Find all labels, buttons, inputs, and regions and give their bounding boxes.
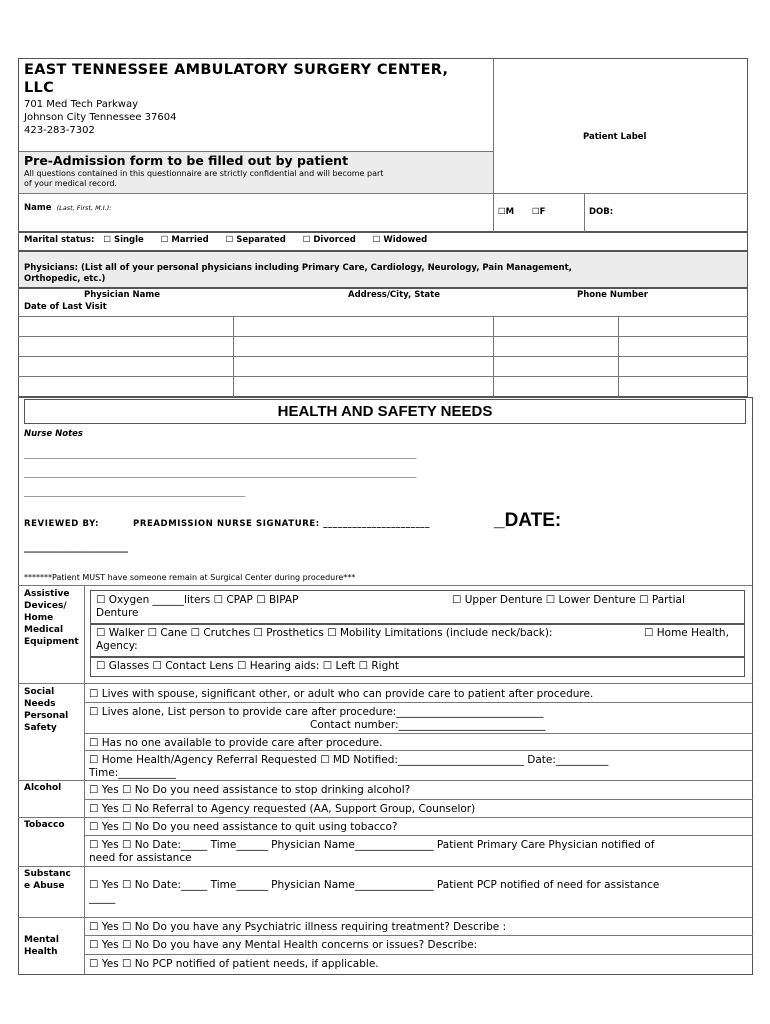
assistive-devices-label: Assistive Devices/ Home Medical Equipment <box>24 589 79 647</box>
org-name: EAST TENNESSEE AMBULATORY SURGERY CENTER, LLC <box>24 62 449 96</box>
col-phone: Phone Number <box>577 290 648 300</box>
marital-widowed-checkbox[interactable]: ☐ Widowed <box>372 235 428 245</box>
sex-m-checkbox[interactable]: ☐M <box>498 207 515 217</box>
home-health-option[interactable]: ☐ Home Health, <box>644 627 729 639</box>
col-address: Address/City, State <box>348 290 440 300</box>
marital-label: Marital status: <box>24 235 95 245</box>
physician-row[interactable] <box>19 317 747 335</box>
substance-date-time-physician-field[interactable]: ☐ Yes ☐ No Date:_____ Time______ Physician Name_______________ Patient PCP notified of need for assistance <box>89 879 660 891</box>
lives-with-option[interactable]: ☐ Lives with spouse, significant other, or adult who can provide care to patient after procedure. <box>89 688 594 700</box>
marital-single-checkbox[interactable]: ☐ Single <box>103 235 144 245</box>
alcohol-label: Alcohol <box>24 783 62 793</box>
mental-health-concerns-question[interactable]: ☐ Yes ☐ No Do you have any Mental Health concerns or issues? Describe: <box>89 939 478 951</box>
no-one-available-option[interactable]: ☐ Has no one available to provide care after procedure. <box>89 737 383 749</box>
tobacco-pcp-notified-question[interactable] <box>86 837 746 867</box>
home-health-referral-option[interactable] <box>86 752 746 782</box>
nurse-notes-line[interactable]: _______________________________________________________________ <box>24 488 245 497</box>
physician-row[interactable] <box>19 357 747 375</box>
physician-row[interactable] <box>19 337 747 355</box>
marital-separated-checkbox[interactable]: ☐ Separated <box>225 235 286 245</box>
substance-abuse-label: Substance Abuse <box>24 869 71 891</box>
name-label: Name <box>24 203 52 213</box>
marital-divorced-checkbox[interactable]: ☐ Divorced <box>302 235 356 245</box>
physician-row[interactable] <box>19 377 747 396</box>
name-field[interactable] <box>24 195 484 225</box>
mental-health-label: Mental Health <box>24 935 59 957</box>
agency-field[interactable]: Agency: <box>96 640 138 652</box>
social-needs-label: Social Needs Personal Safety <box>24 687 69 733</box>
referral-md-notified-field[interactable]: ☐ Home Health/Agency Referral Requested ☐ MD Notified:________________________ Date:__________ <box>89 754 609 766</box>
nurse-signature-field[interactable]: PREADMISSION NURSE SIGNATURE: ______________________ <box>133 519 431 529</box>
nurse-notes-label: Nurse Notes <box>24 429 83 439</box>
name-hint: (Last, First, M.I.): <box>56 204 112 212</box>
col-date-last-visit: Date of Last Visit <box>24 302 107 312</box>
tobacco-need-continued: need for assistance <box>89 852 192 864</box>
reviewed-by-label: REVIEWED BY: <box>24 519 100 529</box>
pcp-notified-question[interactable]: ☐ Yes ☐ No PCP notified of patient needs, if applicable. <box>89 958 379 970</box>
denture-options[interactable]: ☐ Upper Denture ☐ Lower Denture ☐ Partial <box>452 594 685 606</box>
tobacco-assistance-question[interactable]: ☐ Yes ☐ No Do you need assistance to quit using tobacco? <box>89 821 398 833</box>
confidential-note: All questions contained in this questionnaire are strictly confidential and will become part of your medical record. <box>24 169 384 188</box>
assistive-row-2[interactable] <box>96 627 744 653</box>
review-date-label[interactable]: _DATE: <box>494 510 562 531</box>
alcohol-referral-question[interactable]: ☐ Yes ☐ No Referral to Agency requested (AA, Support Group, Counselor) <box>89 803 476 815</box>
nurse-notes-line[interactable]: ________________________________________________________________________________________________________________ <box>24 450 416 459</box>
mobility-options[interactable]: ☐ Walker ☐ Cane ☐ Crutches ☐ Prosthetics ☐ Mobility Limitations (include neck/back): <box>96 627 553 639</box>
vision-hearing-options[interactable]: ☐ Glasses ☐ Contact Lens ☐ Hearing aids: ☐ Left ☐ Right <box>96 660 400 672</box>
lives-alone-caregiver-field[interactable]: ☐ Lives alone, List person to provide care after procedure:____________________________ <box>89 706 544 718</box>
denture-continued: Denture <box>96 607 139 619</box>
psychiatric-illness-question[interactable]: ☐ Yes ☐ No Do you have any Psychiatric illness requiring treatment? Describe : <box>89 921 507 933</box>
contact-number-field[interactable]: Contact number:____________________________ <box>310 719 546 731</box>
patient-label: Patient Label <box>583 132 647 142</box>
tobacco-label: Tobacco <box>24 820 65 830</box>
alcohol-assistance-question[interactable]: ☐ Yes ☐ No Do you need assistance to stop drinking alcohol? <box>89 784 411 796</box>
tobacco-date-time-physician-field[interactable]: ☐ Yes ☐ No Date:_____ Time______ Physician Name_______________ Patient Primary Care Physician notified of <box>89 839 655 851</box>
review-date-line[interactable]: _______________________ <box>24 542 128 553</box>
health-safety-title: HEALTH AND SAFETY NEEDS <box>277 403 493 420</box>
lives-alone-option[interactable] <box>86 704 746 734</box>
org-address: 701 Med Tech Parkway Johnson City Tennessee 37604 423-283-7302 <box>24 99 177 136</box>
substance-need-continued: _____ <box>89 892 116 904</box>
must-remain-notice: *******Patient MUST have someone remain at Surgical Center during procedure*** <box>24 573 356 582</box>
referral-time-field[interactable]: Time:___________ <box>89 767 176 779</box>
nurse-notes-line[interactable]: ________________________________________________________________________________________________________________ <box>24 469 416 478</box>
oxygen-cpap-bipap-options[interactable]: ☐ Oxygen ______liters ☐ CPAP ☐ BIPAP <box>96 594 299 606</box>
col-physician-name: Physician Name <box>84 290 160 300</box>
physicians-instruction: Physicians: (List all of your personal physicians including Primary Care, Cardiology, Neurology, Pain Management, Orthopedic, etc.) <box>24 263 572 284</box>
sex-f-checkbox[interactable]: ☐F <box>532 207 546 217</box>
substance-pcp-notified-question[interactable] <box>86 877 746 907</box>
form-title: Pre-Admission form to be filled out by patient <box>24 153 349 168</box>
dob-label[interactable]: DOB: <box>589 207 614 217</box>
marital-status <box>24 235 427 245</box>
marital-married-checkbox[interactable]: ☐ Married <box>160 235 209 245</box>
assistive-row-1[interactable] <box>96 594 744 620</box>
